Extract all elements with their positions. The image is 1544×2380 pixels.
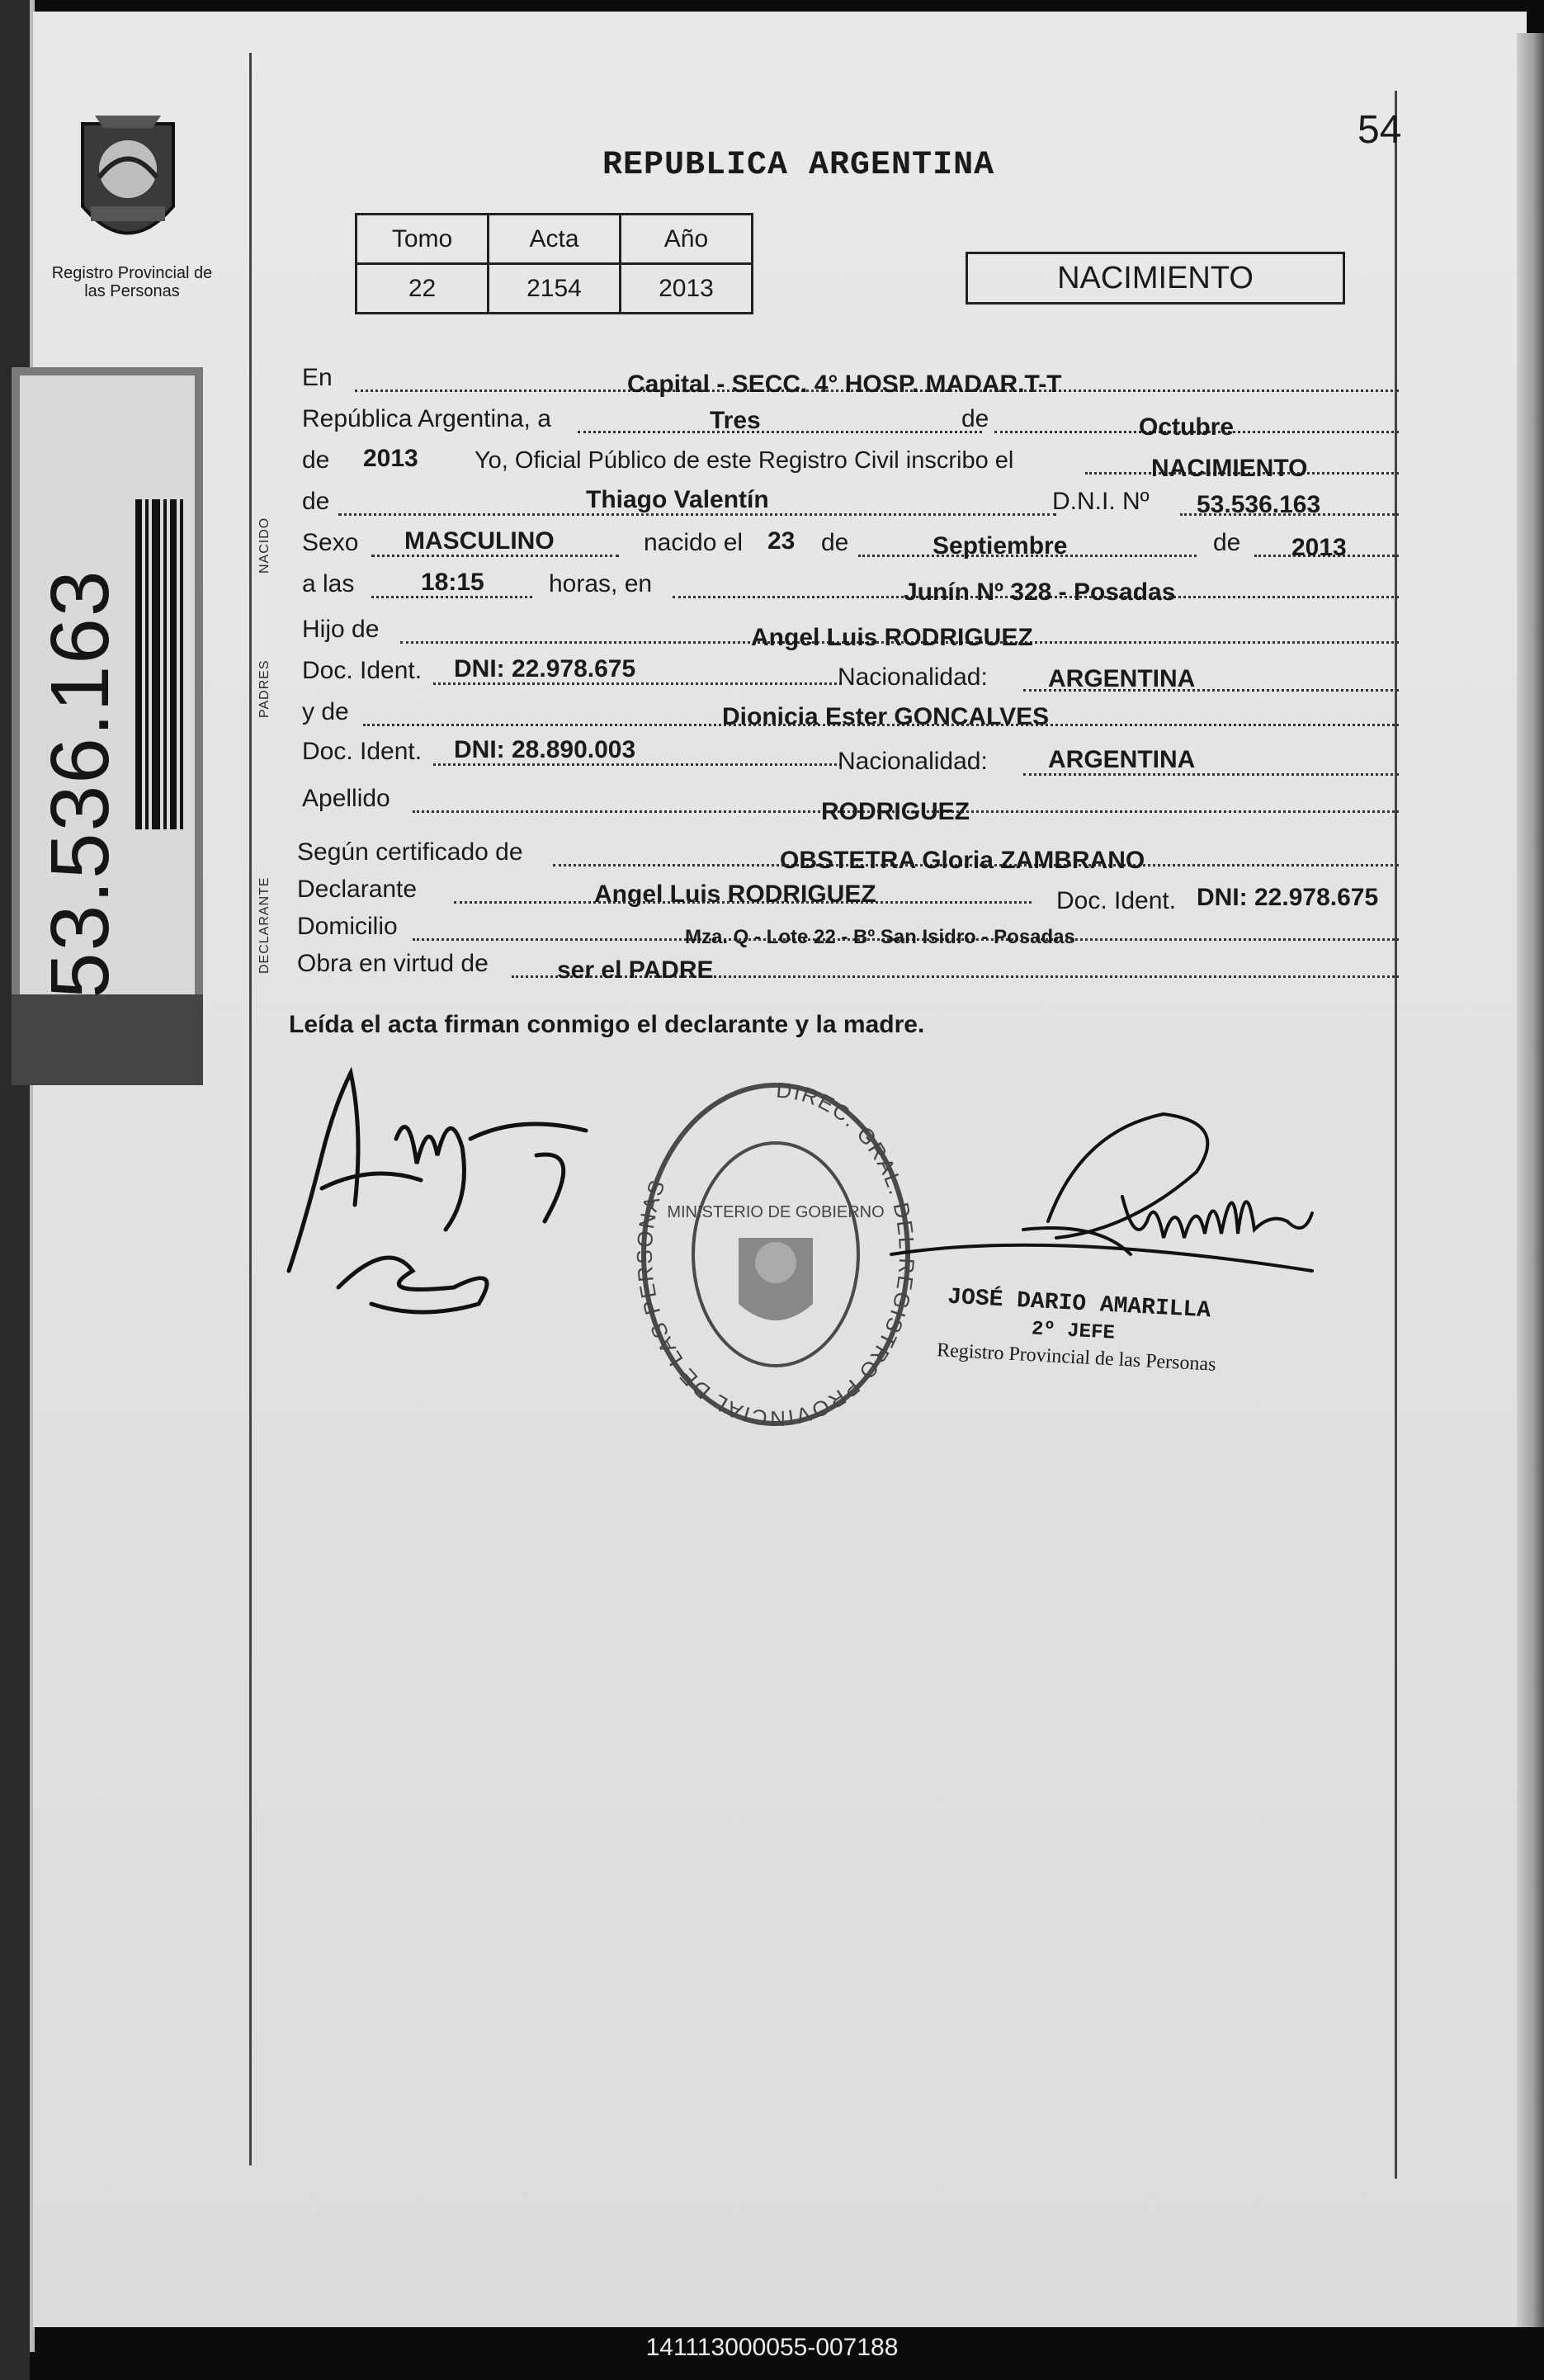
official-title: 2º JEFE (1031, 1318, 1116, 1345)
label-apellido: Apellido (302, 785, 390, 812)
label-hijo-de: Hijo de (302, 616, 380, 643)
label-republica: República Argentina, a (302, 405, 551, 432)
label-inscribo: Yo, Oficial Público de este Registro Civil inscribo el (475, 447, 1014, 474)
left-frame-line (249, 53, 252, 2165)
section-label-padres: PADRES (257, 659, 271, 718)
label-doc-ident: Doc. Ident. (302, 738, 423, 765)
label-a-las: a las (302, 570, 355, 597)
side-id-number: 53.536.163 (34, 569, 126, 999)
label-domicilio: Domicilio (297, 913, 398, 940)
value-en: Capital - SECC. 4° HOSP. MADAR.T-T (627, 371, 1062, 398)
stamp-outer-text: DIREC. GRAL. DEL REGISTRO PROVINCIAL DE LAS PERSONAS (631, 1077, 920, 1432)
label-dni: D.N.I. Nº (1052, 488, 1150, 515)
official-stamp (627, 1073, 924, 1452)
value-dni-nacido: 53.536.163 (1197, 491, 1321, 518)
label-doc-ident: Doc. Ident. (1056, 887, 1177, 914)
value-dia-nac: 23 (767, 527, 796, 555)
label-sexo: Sexo (302, 529, 359, 556)
section-label-declarante: DECLARANTE (257, 876, 271, 974)
row-madre (297, 693, 1399, 730)
label-horas-en: horas, en (549, 570, 653, 597)
row-year (297, 442, 1399, 482)
label-nacionalidad: Nacionalidad: (838, 748, 988, 775)
label-de-nombre: de (302, 488, 330, 515)
value-dni-padre: DNI: 22.978.675 (454, 655, 636, 682)
tomo-header: Tomo (356, 215, 489, 264)
label-de-anio: de (302, 446, 330, 474)
value-mes: Octubre (1139, 413, 1235, 441)
row-obra (297, 945, 1399, 984)
record-type-box: NACIMIENTO (966, 252, 1345, 305)
stamp-inner-text: MINISTERIO DE GOBIERNO (667, 1203, 885, 1221)
label-doc-ident: Doc. Ident. (302, 657, 423, 684)
document-title: REPUBLICA ARGENTINA (602, 147, 995, 184)
value-declarante: Angel Luis RODRIGUEZ (594, 881, 876, 908)
tomo-value: 22 (356, 264, 489, 314)
acta-value: 2154 (489, 264, 621, 314)
label-nacido-el: nacido el (644, 529, 744, 556)
label-de-mes: de (961, 405, 989, 432)
value-sexo: MASCULINO (404, 527, 555, 555)
row-nombre (297, 483, 1399, 519)
official-name: JOSÉ DARIO AMARILLA (947, 1284, 1211, 1325)
label-de-mes-nac: de (821, 529, 849, 556)
value-hora: 18:15 (421, 569, 484, 596)
value-padre: Angel Luis RODRIGUEZ (751, 624, 1033, 651)
anio-value: 2013 (621, 264, 753, 314)
row-declarante (297, 871, 1399, 914)
label-nacionalidad: Nacionalidad: (838, 663, 988, 691)
row-doc-madre (297, 733, 1399, 775)
value-lugar: Junín Nº 328 - Posadas (904, 578, 1176, 606)
closing-statement: Leída el acta firman conmigo el declarante y la madre. (289, 1011, 925, 1038)
value-inscripcion: NACIMIENTO (1151, 455, 1308, 482)
row-en (297, 359, 1399, 398)
value-nombre: Thiago Valentín (586, 486, 769, 513)
row-apellido (297, 780, 1399, 825)
value-dia: Tres (710, 407, 761, 434)
value-dni-declarante: DNI: 22.978.675 (1197, 884, 1379, 911)
row-certificado (297, 833, 1399, 874)
anio-header: Año (621, 215, 753, 264)
value-certificado: OBSTETRA Gloria ZAMBRANO (780, 847, 1145, 874)
value-nac-padre: ARGENTINA (1048, 665, 1196, 692)
declarant-signature (272, 1056, 619, 1337)
register-table (355, 213, 753, 314)
value-apellido: RODRIGUEZ (821, 798, 970, 825)
official-office: Registro Provincial de las Personas (936, 1339, 1217, 1376)
acta-header: Acta (489, 215, 621, 264)
row-republica (297, 400, 1399, 441)
fill-line (578, 431, 982, 433)
label-certificado: Según certificado de (297, 838, 523, 866)
value-anio-nac: 2013 (1291, 534, 1347, 561)
value-madre: Dionicia Ester GONCALVES (722, 703, 1050, 730)
label-declarante: Declarante (297, 876, 418, 903)
page-number: 54 (1357, 108, 1402, 152)
row-doc-padre (297, 652, 1399, 692)
value-domicilio: Mza. Q - Lote 22 - Bº San Isidro - Posadas (685, 926, 1075, 948)
value-obra: ser el PADRE (557, 956, 714, 984)
footer-id: 141113000055-007188 (645, 2334, 899, 2361)
value-anio: 2013 (363, 445, 418, 472)
row-sexo (297, 524, 1399, 560)
province-coat-of-arms-icon (66, 107, 190, 264)
label-de-anio-nac: de (1213, 529, 1241, 556)
row-hora (297, 565, 1399, 606)
page-stack-edge (1517, 33, 1544, 2327)
section-label-nacido: NACIDO (257, 517, 271, 574)
label-obra: Obra en virtud de (297, 950, 489, 977)
value-nac-madre: ARGENTINA (1048, 746, 1196, 773)
label-y-de: y de (302, 698, 349, 725)
row-domicilio (297, 908, 1399, 948)
value-mes-nac: Septiembre (933, 532, 1068, 560)
registry-seal-text: Registro Provincial de las Personas (51, 264, 213, 300)
value-dni-madre: DNI: 28.890.003 (454, 736, 636, 763)
book-spine (0, 0, 30, 2380)
official-signature (883, 1098, 1362, 1312)
row-hijo (297, 611, 1399, 651)
label-en: En (302, 364, 333, 391)
